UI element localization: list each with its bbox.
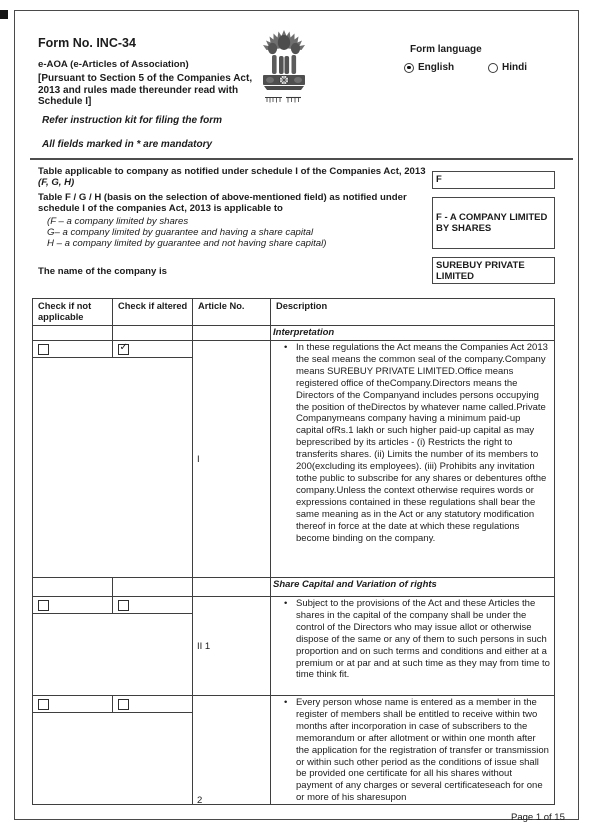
checkbox-altered[interactable] [118, 699, 129, 710]
article-row-2 [33, 597, 554, 696]
radio-english-circle[interactable] [404, 63, 414, 73]
radio-english[interactable] [404, 62, 454, 73]
section-row-interpretation [33, 326, 554, 341]
form-language-label: Form language [410, 44, 482, 55]
article-number: II 1 [197, 640, 211, 652]
bullet-icon: • [284, 697, 288, 708]
col-header-check-not-applicable: Check if not applicable [33, 299, 113, 325]
table-applicable-hint: (F, G, H) [38, 177, 75, 189]
checkbox-altered[interactable] [118, 600, 129, 611]
checkbox-not-applicable[interactable] [38, 600, 49, 611]
radio-hindi-label: Hindi [502, 62, 527, 73]
form-subtitle: e-AOA (e-Articles of Association) [38, 59, 189, 70]
checkbox-altered[interactable] [118, 344, 129, 355]
article-row-3 [33, 696, 554, 804]
fgh-option-h: H – a company limited by guarantee and not having share capital) [47, 238, 327, 249]
fgh-option-g: G– a company limited by guarantee and having a share capital [47, 227, 314, 238]
table-applicable-field[interactable]: F [432, 171, 555, 189]
pursuant-note: [Pursuant to Section 5 of the Companies Act, 2013 and rules made thereunder read with Schedule I] [38, 73, 253, 108]
table-fgh-field[interactable]: F - A COMPANY LIMITED BY SHARES [432, 197, 555, 249]
scan-corner-mark [0, 10, 8, 19]
bullet-icon: • [284, 342, 288, 353]
article-row-1 [33, 341, 554, 578]
col-header-article-no: Article No. [193, 299, 271, 325]
radio-english-label: English [418, 62, 455, 73]
checkbox-not-applicable[interactable] [38, 699, 49, 710]
section-divider [30, 158, 573, 160]
fgh-option-f: (F – a company limited by shares [47, 216, 189, 227]
article-number: I [197, 453, 200, 465]
table-applicable-label: Table applicable to company as notified under schedule I of the Companies Act, 2013 (F, G, H) [38, 166, 430, 189]
table-header-row [33, 299, 554, 326]
bullet-icon: • [284, 598, 288, 609]
page-number-label: Page 1 of 15 [511, 812, 565, 823]
section-row-share-capital [33, 578, 554, 597]
mandatory-fields-note: All fields marked in * are mandatory [42, 139, 213, 150]
article-description: Every person whose name is entered as a member in the register of members shall be entitled to receive within two months after incorporation in case of subscribers to the memorandum or after allotment or within one month after the application for the registration of transfer or transmission or within such other period as the conditions of issue shall be provided one certificate for all his shares without payment of any charges or several certificateseach for one or more of his sharesupon [296, 697, 549, 804]
articles-table [32, 298, 555, 805]
radio-hindi[interactable] [488, 62, 527, 73]
company-name-field[interactable]: SUREBUY PRIVATE LIMITED [432, 257, 555, 284]
instruction-kit-note: Refer instruction kit for filing the form [42, 115, 223, 126]
form-number-title: Form No. INC-34 [38, 36, 136, 50]
article-description: In these regulations the Act means the Companies Act 2013 the seal means the common seal of the company.Company means SUREBUY PRIVATE LIMITED.Office means registered office of theCompany.Directors means the Directors of the Companyand includes persons occupying the position of theDirectos by whatever name called.Private Companymeans company having a minimum paid-up capital ofRs.1 lakh or such higher paid-up capital as may beprescribed by its articles - (i) Restricts the right to transferits shares. (ii) Limits the number of its members to 200(excluding its employees). (iii) Prohibits any invitation tothe public to subscribe for any shares or debentures ofthe company.Unless the context otherwise requires words or expressions contained in these regulations shall bear the same meaning as in the Act or any statutory modification thereof in force at the date at which these regulations become binding on the company. [296, 342, 548, 544]
emblem-caption-script [265, 98, 301, 103]
radio-hindi-circle[interactable] [488, 63, 498, 73]
company-name-label: The name of the company is [38, 266, 168, 277]
table-fgh-label: Table F / G / H (basis on the selection of above-mentioned field) as notified under schedule I of the companies Act, 2013 is applicable to [38, 192, 407, 215]
section-label: Interpretation [273, 327, 335, 338]
article-description: Subject to the provisions of the Act and these Articles the shares in the capital of the company shall be under the control of the Directors who may issue allot or otherwise dispose of the same or any of them to such persons in such proportion and on such terms and conditions and either at a premium or at par and at such time as they may from time to time think fit. [296, 598, 550, 681]
checkbox-not-applicable[interactable] [38, 344, 49, 355]
india-state-emblem-icon [253, 29, 315, 111]
table-fgh-options [47, 216, 427, 249]
col-header-check-altered: Check if altered [113, 299, 193, 325]
col-header-description: Description [276, 301, 328, 311]
section-label: Share Capital and Variation of rights [273, 579, 437, 590]
article-number: 2 [197, 795, 203, 804]
